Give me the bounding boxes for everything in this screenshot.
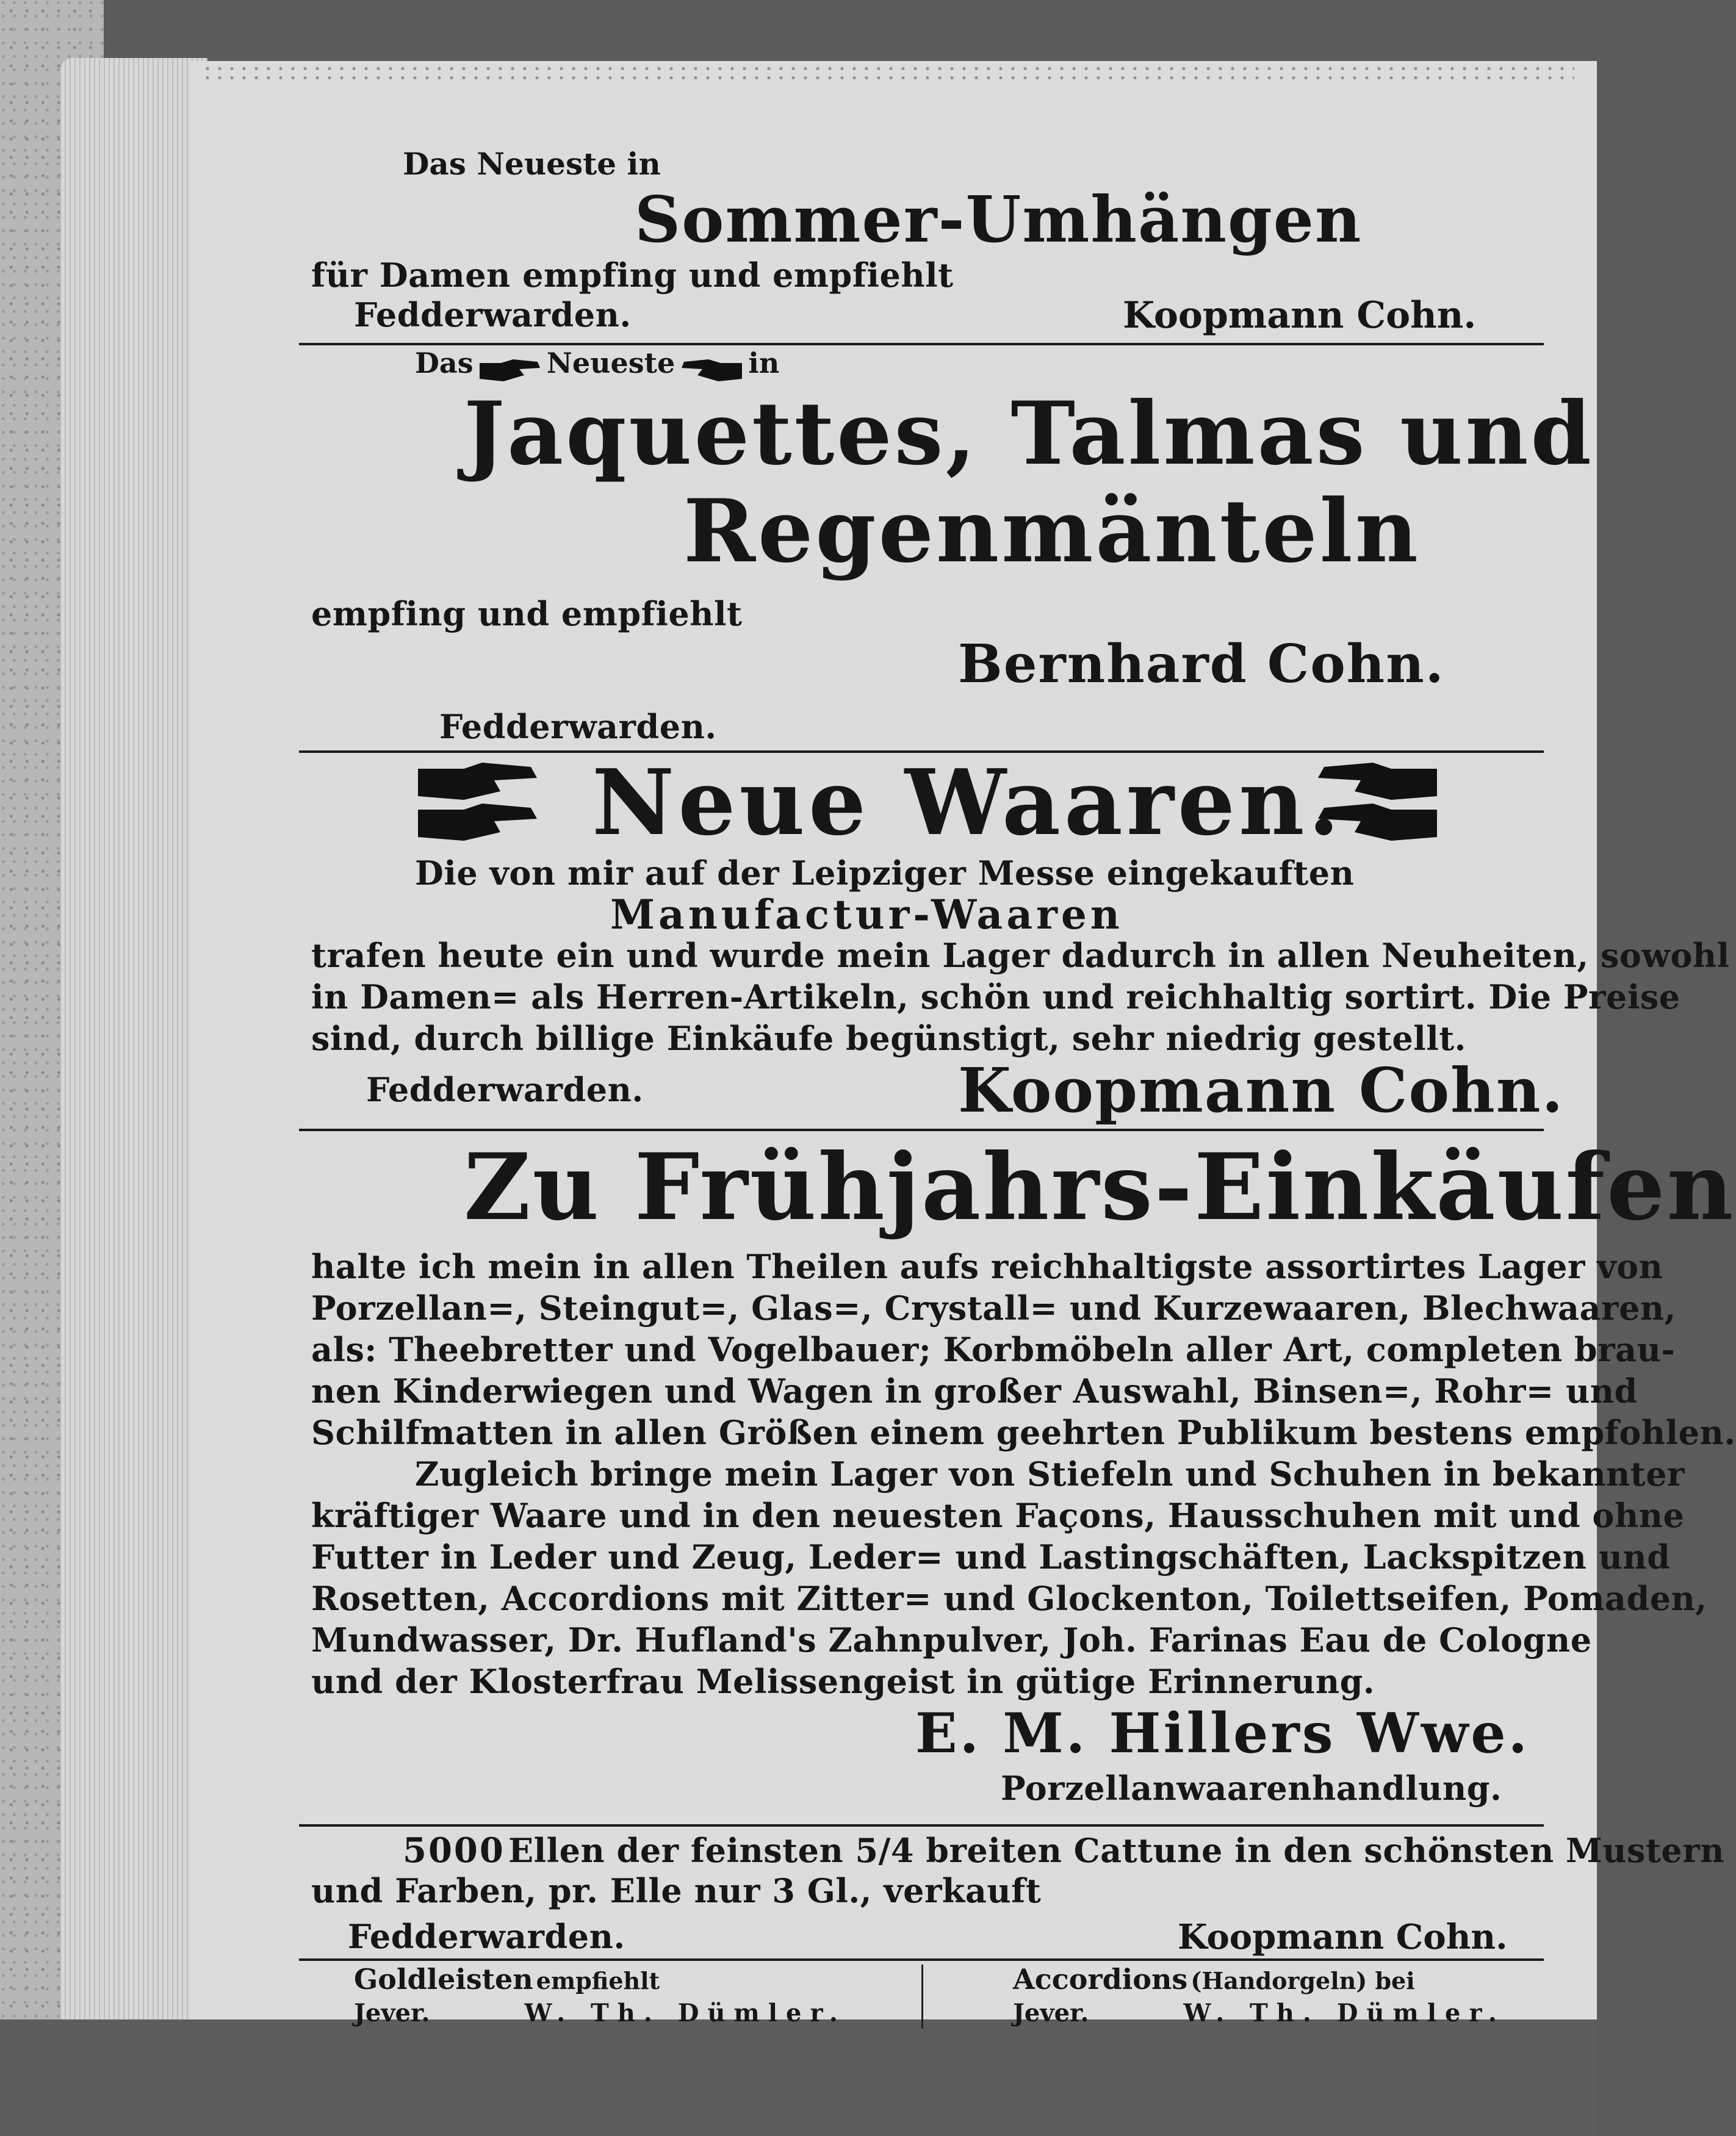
ad3-body-line: trafen heute ein und wurde mein Lager dadurch in allen Neuheiten, sowohl	[311, 936, 1730, 975]
ad4-body-line: Porzellan=, Steingut=, Glas=, Crystall= und Kurzewaaren, Blechwaaren,	[311, 1289, 1676, 1328]
ad2-intro-b: Neueste	[546, 347, 675, 379]
page-stack	[61, 58, 207, 2047]
bottom-margin	[0, 2019, 1597, 2136]
ad5-line2: und Farben, pr. Elle nur 3 Gl., verkauft	[311, 1871, 1042, 1910]
ad4-body-line: Futter in Leder und Zeug, Leder= und Lastingschäften, Lackspitzen und	[311, 1537, 1671, 1577]
ad1-line2: für Damen empfing und empfiehlt	[311, 256, 954, 295]
ad1-place: Fedderwarden.	[354, 295, 632, 334]
ad6-right-name: W. Th. Dümler.	[1183, 1998, 1505, 2027]
ad6-right-item: Accordions	[1013, 1963, 1188, 1996]
ad4-signature: E. M. Hillers Wwe.	[915, 1701, 1530, 1766]
pointing-hand-icon	[678, 357, 745, 384]
ad2-intro-c: in	[748, 347, 780, 379]
ad4-body-line: und der Klosterfrau Melissengeist in gütige Erinnerung.	[311, 1662, 1375, 1701]
ad5-quantity: 5000	[403, 1830, 505, 1871]
ad3-body-line: in Damen= als Herren-Artikeln, schön und reichhaltig sortirt. Die Preise	[311, 977, 1680, 1016]
ad6-left-verb: empfiehlt	[536, 1967, 660, 1994]
divider	[299, 1958, 1544, 1961]
ad6-left	[354, 1963, 903, 2027]
ad6-right-place: Jever.	[1013, 1998, 1089, 2027]
pointing-hand-icon	[415, 760, 543, 845]
divider	[299, 1824, 1544, 1827]
ad3-place: Fedderwarden.	[366, 1070, 644, 1109]
ad3-headline: Neue Waaren.	[592, 749, 1344, 855]
ad4-body-line: Zugleich bringe mein Lager von Stiefeln und Schuhen in bekannter	[415, 1455, 1685, 1494]
ad5-signature: Koopmann Cohn.	[1178, 1917, 1508, 1957]
ad3-line1: Die von mir auf der Leipziger Messe eingekauften	[415, 854, 1355, 893]
column-divider	[921, 1965, 923, 2029]
ad3-signature: Koopmann Cohn.	[958, 1054, 1565, 1126]
ad3-subhead: Manufactur-Waaren	[610, 891, 1123, 938]
ad5-line1-text: Ellen der feinsten 5/4 breiten Cattune in den schönsten Mustern	[508, 1831, 1724, 1870]
ad4-body-line: Schilfmatten in allen Größen einem geehrten Publikum bestens empfohlen.	[311, 1413, 1736, 1452]
ad3-body-line: sind, durch billige Einkäufe begünstigt, sehr niedrig gestellt.	[311, 1019, 1466, 1058]
pointing-hand-icon	[477, 357, 544, 384]
ad4-body-line: Mundwasser, Dr. Hufland's Zahnpulver, Joh. Farinas Eau de Cologne	[311, 1620, 1592, 1660]
bleed-through-dots	[201, 64, 1574, 82]
ad2-intro	[415, 347, 779, 384]
ad6-right-note: (Handorgeln) bei	[1190, 1967, 1415, 1994]
ad5-line1	[403, 1830, 1724, 1871]
ad6-right	[1013, 1963, 1562, 2027]
ad4-body-line: nen Kinderwiegen und Wagen in großer Auswahl, Binsen=, Rohr= und	[311, 1372, 1638, 1411]
ad2-signature: Bernhard Cohn.	[958, 633, 1445, 695]
ad4-subsig: Porzellanwaarenhandlung.	[1001, 1769, 1502, 1808]
ad2-line: empfing und empfiehlt	[311, 594, 743, 633]
pointing-hand-icon	[1312, 760, 1440, 845]
ad1-intro: Das Neueste in	[403, 146, 661, 182]
ad4-headline: Zu Frühjahrs-Einkäufen	[464, 1134, 1735, 1241]
ad4-body-line: Rosetten, Accordions mit Zitter= und Glockenton, Toilettseifen, Pomaden,	[311, 1579, 1707, 1618]
ad5-place: Fedderwarden.	[348, 1917, 625, 1956]
ad2-headline2: Regenmänteln	[683, 481, 1421, 582]
advertisements	[293, 122, 1736, 2027]
ad2-intro-a: Das	[415, 347, 474, 379]
ad4-body-line: kräftiger Waare und in den neuesten Façons, Hausschuhen mit und ohne	[311, 1496, 1685, 1535]
divider	[299, 1129, 1544, 1131]
ad1-signature: Koopmann Cohn.	[1123, 294, 1477, 337]
ad2-headline1: Jaquettes, Talmas und	[464, 383, 1594, 484]
divider	[299, 343, 1544, 345]
ad1-headline: Sommer-Umhängen	[635, 182, 1363, 257]
ad2-place: Fedderwarden.	[439, 707, 717, 746]
ad6-left-place: Jever.	[354, 1998, 430, 2027]
ad4-body-line: halte ich mein in allen Theilen aufs reichhaltigste assortirtes Lager von	[311, 1247, 1663, 1286]
ad4-body-line: als: Theebretter und Vogelbauer; Korbmöbeln aller Art, completen brau-	[311, 1330, 1676, 1369]
ad6-left-name: W. Th. Dümler.	[524, 1998, 846, 2027]
ad6-left-item: Goldleisten	[354, 1963, 533, 1996]
